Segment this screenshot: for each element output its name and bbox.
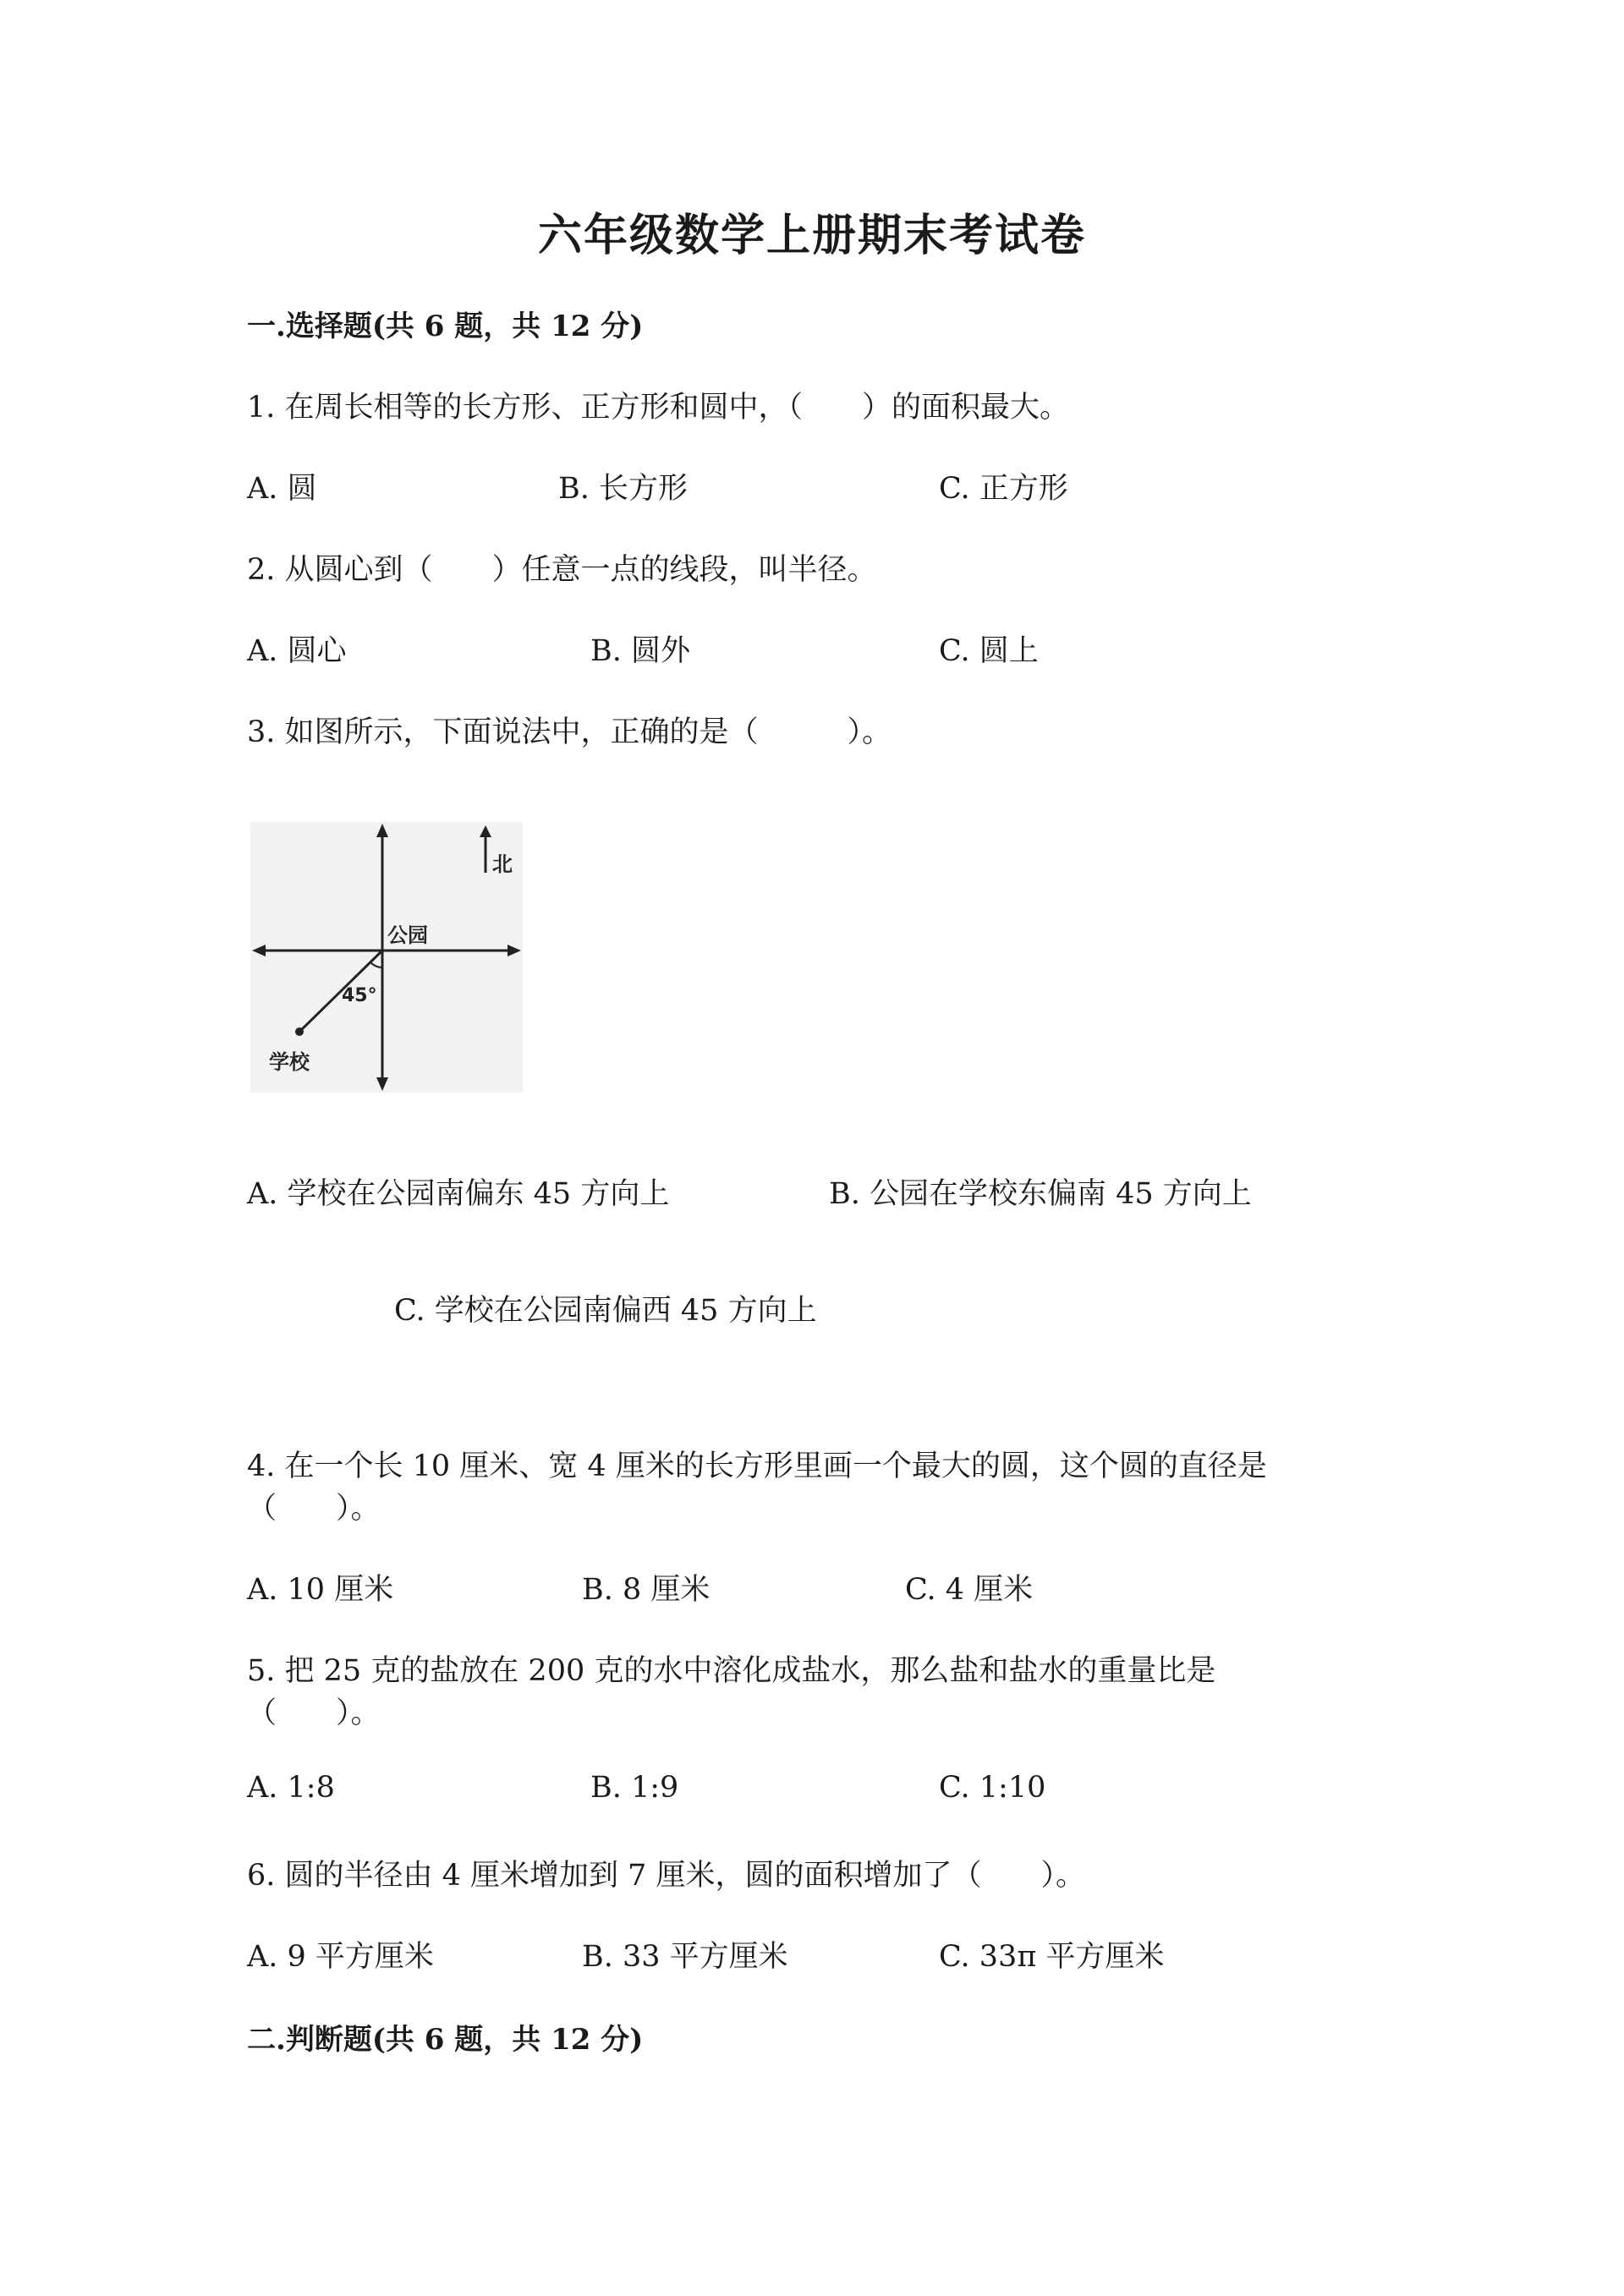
- question-6-option-a[interactable]: A. 9 平方厘米: [247, 1940, 434, 1974]
- question-2-option-b[interactable]: B. 圆外: [590, 634, 690, 668]
- question-5-option-c[interactable]: C. 1:10: [939, 1771, 1046, 1805]
- north-arrow-head: [480, 825, 491, 837]
- question-5-text-line1: 5. 把 25 克的盐放在 200 克的水中溶化成盐水，那么盐和盐水的重量比是: [247, 1654, 1216, 1688]
- question-6-option-c[interactable]: C. 33π 平方厘米: [939, 1940, 1165, 1974]
- question-6-text: 6. 圆的半径由 4 厘米增加到 7 厘米，圆的面积增加了（ ）。: [247, 1859, 1086, 1893]
- question-2-text: 2. 从圆心到（ ）任意一点的线段，叫半径。: [247, 553, 877, 587]
- page-title: 六年级数学上册期末考试卷: [537, 210, 1086, 261]
- question-1-option-c[interactable]: C. 正方形: [939, 472, 1068, 506]
- question-3-option-c[interactable]: C. 学校在公园南偏西 45 方向上: [394, 1294, 817, 1328]
- question-2-option-c[interactable]: C. 圆上: [939, 634, 1039, 668]
- question-5-text-line2: （ ）。: [247, 1696, 381, 1730]
- school-point: [295, 1027, 304, 1036]
- question-1-option-b[interactable]: B. 长方形: [558, 472, 688, 506]
- question-5-option-a[interactable]: A. 1:8: [247, 1771, 335, 1805]
- park-label: 公园: [387, 923, 428, 947]
- section-heading-choice: 一.选择题(共 6 题，共 12 分): [247, 310, 644, 343]
- question-5-option-b[interactable]: B. 1:9: [590, 1771, 679, 1805]
- question-3-option-a[interactable]: A. 学校在公园南偏东 45 方向上: [247, 1177, 670, 1211]
- question-4-option-b[interactable]: B. 8 厘米: [582, 1573, 710, 1607]
- question-4-text-line2: （ ）。: [247, 1492, 381, 1526]
- axis-arrow-down: [376, 1077, 388, 1091]
- question-3-text: 3. 如图所示，下面说法中，正确的是（ ）。: [247, 715, 892, 749]
- question-4-text-line1: 4. 在一个长 10 厘米、宽 4 厘米的长方形里画一个最大的圆，这个圆的直径是: [247, 1449, 1267, 1483]
- angle-label: 45°: [342, 985, 377, 1006]
- question-3-option-b[interactable]: B. 公园在学校东偏南 45 方向上: [829, 1177, 1252, 1211]
- school-label: 学校: [269, 1050, 310, 1074]
- axis-arrow-right: [508, 945, 521, 956]
- direction-figure: [250, 822, 523, 1093]
- question-6-option-b[interactable]: B. 33 平方厘米: [582, 1940, 788, 1974]
- question-1-text: 1. 在周长相等的长方形、正方形和圆中，（ ）的面积最大。: [247, 391, 1070, 425]
- question-4-option-a[interactable]: A. 10 厘米: [247, 1573, 394, 1607]
- axis-arrow-left: [252, 945, 266, 956]
- question-2-option-a[interactable]: A. 圆心: [247, 634, 347, 668]
- angle-arc: [370, 962, 382, 967]
- axis-arrow-up: [376, 824, 388, 837]
- question-4-option-c[interactable]: C. 4 厘米: [905, 1573, 1034, 1607]
- north-label: 北: [492, 852, 513, 876]
- question-1-option-a[interactable]: A. 圆: [247, 472, 317, 506]
- section-heading-judgement: 二.判断题(共 6 题，共 12 分): [247, 2023, 644, 2057]
